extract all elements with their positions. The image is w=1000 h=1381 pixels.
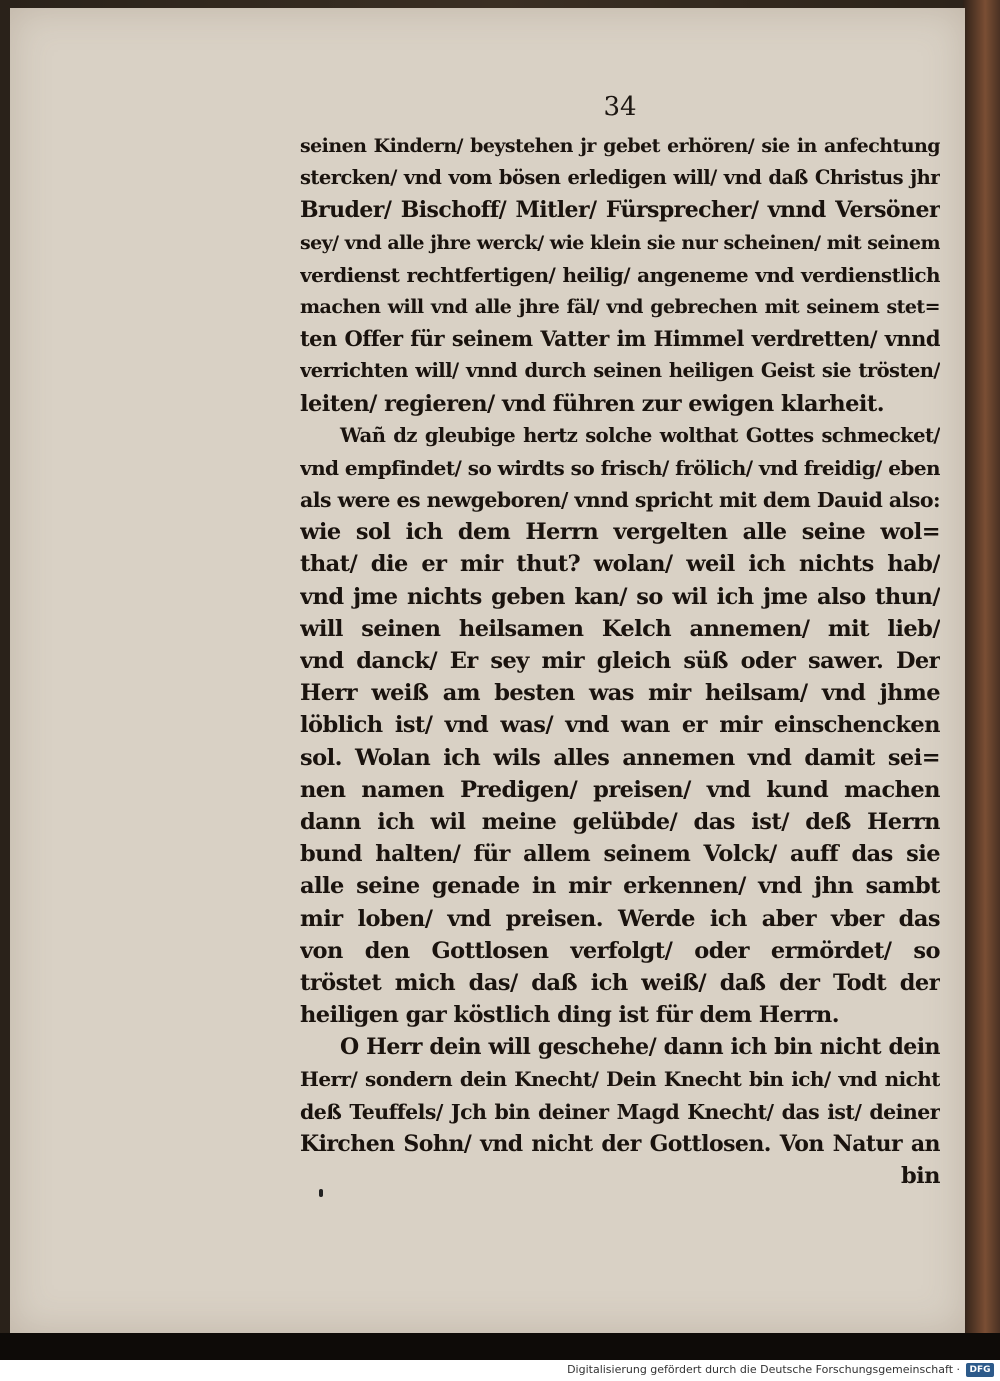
text-line: Bruder/ Bischoff/ Mitler/ Fürsprecher/ vnnd Versöner [300, 197, 940, 224]
text-line: als were es newgeboren/ vnnd spricht mit dem Dauid also: [300, 488, 940, 513]
text-line: Kirchen Sohn/ vnd nicht der Gottlosen. Von Natur an [300, 1130, 940, 1157]
text-line: Herr weiß am besten was mir heilsam/ vnd jhme [300, 680, 940, 707]
text-line: deß Teuffels/ Jch bin deiner Magd Knecht/ das ist/ deiner [300, 1099, 940, 1124]
ink-speck [319, 1189, 323, 1197]
text-line: alle seine genade in mir erkennen/ vnd jhn sambt [300, 873, 940, 900]
text-line: von den Gottlosen verfolgt/ oder ermördet/ so [300, 937, 940, 964]
text-line: sol. Wolan ich wils alles annemen vnd damit sei= [300, 744, 940, 771]
scan-bottom-edge [0, 1333, 1000, 1360]
text-line: mir loben/ vnd preisen. Werde ich aber vber das [300, 905, 940, 932]
text-line: will seinen heilsamen Kelch annemen/ mit lieb/ [300, 615, 940, 642]
text-line: ten Offer für seinem Vatter im Himmel verdretten/ vnnd [300, 326, 940, 352]
text-line: wie sol ich dem Herrn vergelten alle seine wol= [300, 519, 940, 546]
text-line: heiligen gar köstlich ding ist für dem Herrn. [300, 1002, 839, 1029]
footer-bar [0, 1360, 1000, 1381]
text-line: leiten/ regieren/ vnd führen zur ewigen klarheit. [300, 390, 884, 417]
text-line: Wañ dz gleubige hertz solche wolthat Gottes schmecket/ [340, 423, 940, 447]
text-line: vnd jme nichts geben kan/ so wil ich jme also thun/ [300, 583, 940, 610]
page-number: 34 [603, 92, 637, 122]
text-line: bund halten/ für allem seinem Volck/ auff das sie [300, 841, 940, 868]
text-line: that/ die er mir thut? wolan/ weil ich nichts hab/ [300, 551, 940, 578]
text-line: seinen Kindern/ beystehen jr gebet erhören/ sie in anfechtung [300, 135, 940, 157]
text-line: sey/ vnd alle jhre werck/ wie klein sie nur scheinen/ mit seinem [300, 231, 940, 254]
text-line: nen namen Predigen/ preisen/ vnd kund machen [300, 776, 940, 803]
book-edge [963, 0, 1000, 1360]
text-line: löblich ist/ vnd was/ vnd wan er mir einschencken [300, 712, 940, 739]
page-text [300, 130, 940, 1192]
dfg-logo-icon: DFG [966, 1363, 994, 1377]
text-line: vnd empfindet/ so wirdts so frisch/ frölich/ vnd freidig/ eben [300, 455, 940, 480]
text-line: Herr/ sondern dein Knecht/ Dein Knecht bin ich/ vnd nicht [300, 1067, 940, 1092]
footer-credit: Digitalisierung gefördert durch die Deutsche Forschungsgemeinschaft · [567, 1363, 960, 1376]
text-line: dann ich wil meine gelübde/ das ist/ deß Herrn [300, 808, 940, 835]
text-line: stercken/ vnd vom bösen erledigen will/ vnd daß Christus jhr [300, 166, 940, 190]
text-line: vnd danck/ Er sey mir gleich süß oder sawer. Der [300, 648, 940, 674]
text-line: O Herr dein will geschehe/ dann ich bin nicht dein [340, 1034, 940, 1061]
text-line: verrichten will/ vnnd durch seinen heiligen Geist sie trösten/ [300, 359, 940, 383]
catchword: bin [901, 1163, 940, 1189]
text-line: verdienst rechtfertigen/ heilig/ angeneme vnd verdienstlich [300, 262, 940, 287]
text-line: tröstet mich das/ daß ich weiß/ daß der Todt der [300, 969, 940, 996]
text-line: machen will vnd alle jhre fäl/ vnd gebrechen mit seinem stet= [300, 295, 940, 318]
